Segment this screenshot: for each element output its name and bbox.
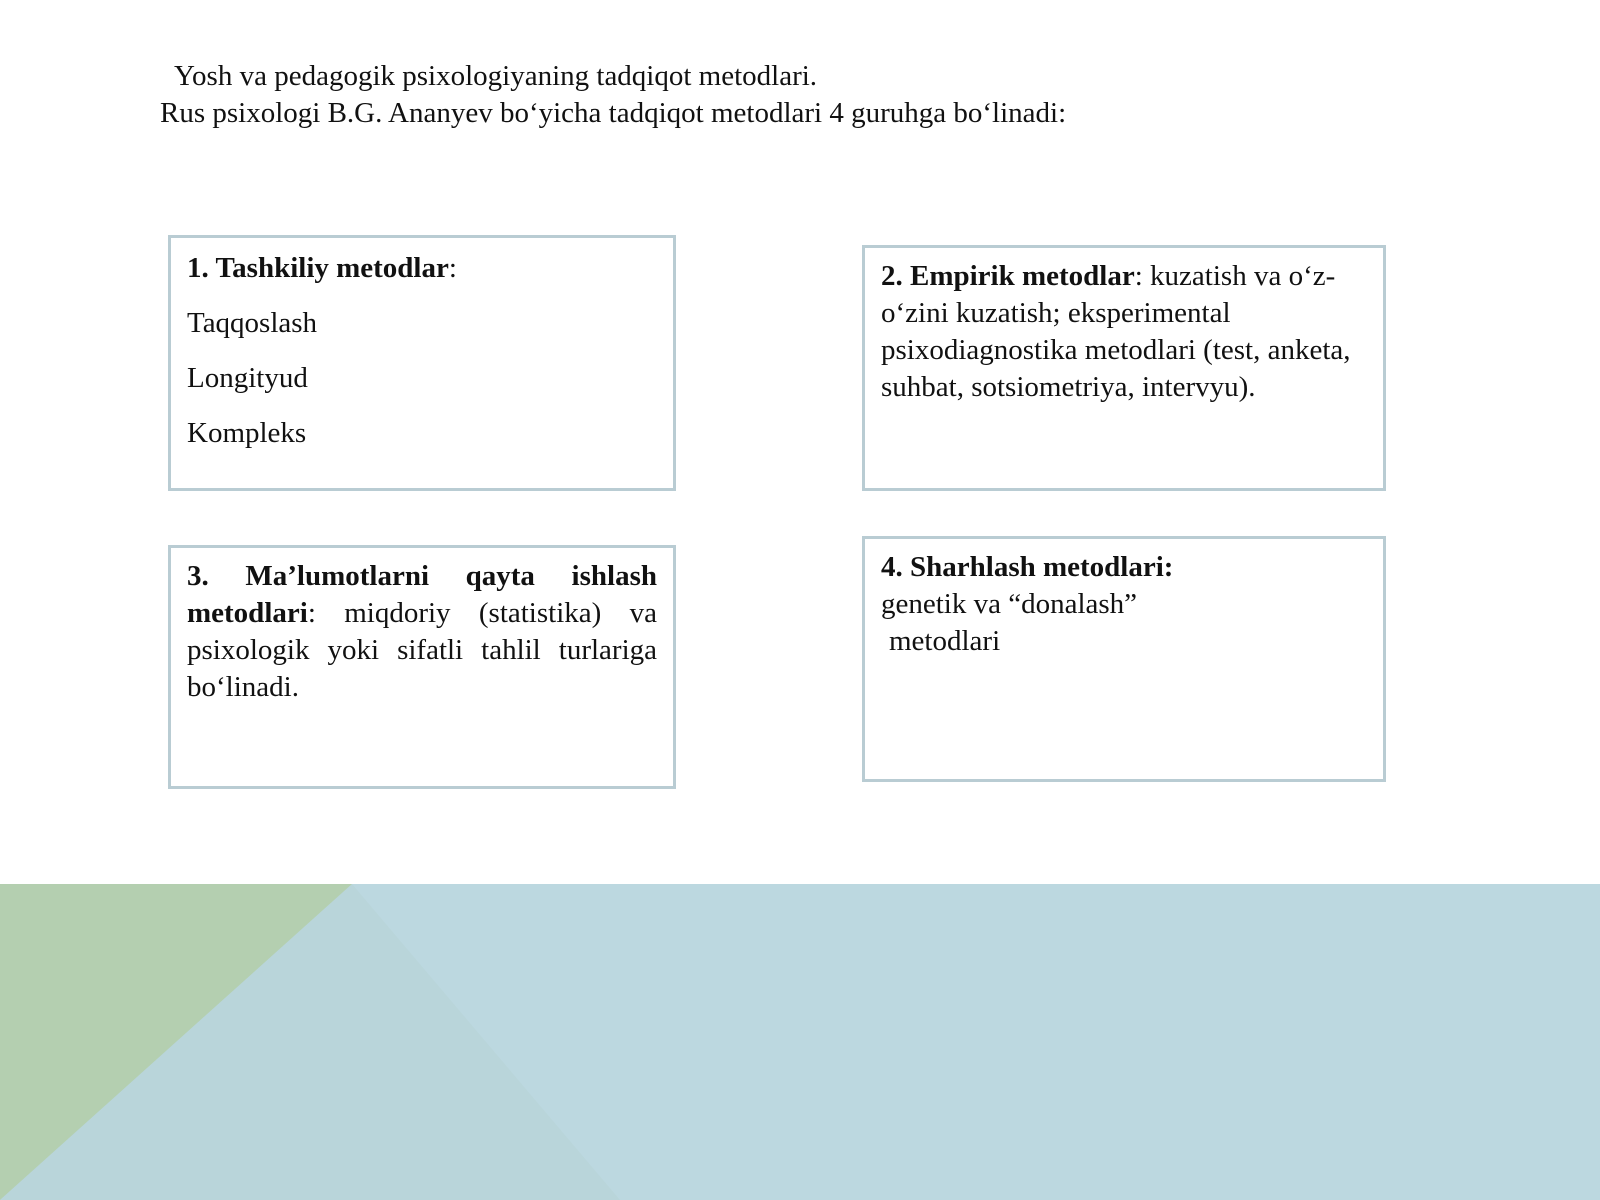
box1-item-2: Longityud — [187, 362, 308, 394]
box1-item-3: Kompleks — [187, 417, 307, 449]
box2-body: : kuzatish va o‘z-o‘zini kuzatish; eksperimental psixodiagnostika metodlari (test, anketa, suhbat, sotsiometriya, intervyu). — [881, 260, 1351, 403]
box4-line-1: genetik va “donalash” — [881, 588, 1138, 620]
box3-title: 3. Ma’lumotlarni qayta ishlash metodlari — [187, 560, 657, 629]
box-organizational-methods — [168, 235, 676, 491]
box1-title: 1. Tashkiliy metodlar — [187, 252, 449, 284]
background-green-triangle — [0, 884, 1600, 1200]
title-line-1: Yosh va pedagogik psixologiyaning tadqiqot metodlari. — [174, 60, 818, 92]
title-line-2: Rus psixologi B.G. Ananyev bo‘yicha tadqiqot metodlari 4 guruhga bo‘linadi: — [160, 97, 1067, 129]
box3-body: : miqdoriy (statistika) va psixologik yoki sifatli tahlil turlariga bo‘linadi. — [187, 597, 657, 703]
box-interpretation-methods — [862, 536, 1386, 782]
box4-line-2: metodlari — [889, 625, 1001, 657]
box3-text — [187, 558, 657, 706]
box1-heading — [187, 248, 657, 288]
box1-item-1: Taqqoslash — [187, 307, 318, 339]
box2-title: 2. Empirik metodlar — [881, 260, 1135, 292]
box-data-processing-methods — [168, 545, 676, 789]
box-empirical-methods — [862, 245, 1386, 491]
slide-title — [160, 58, 1460, 132]
box4-title: 4. Sharhlash metodlari: — [881, 551, 1174, 583]
box4-title-line — [881, 549, 1367, 586]
box2-text — [881, 258, 1367, 406]
box1-title-suffix: : — [448, 252, 457, 284]
